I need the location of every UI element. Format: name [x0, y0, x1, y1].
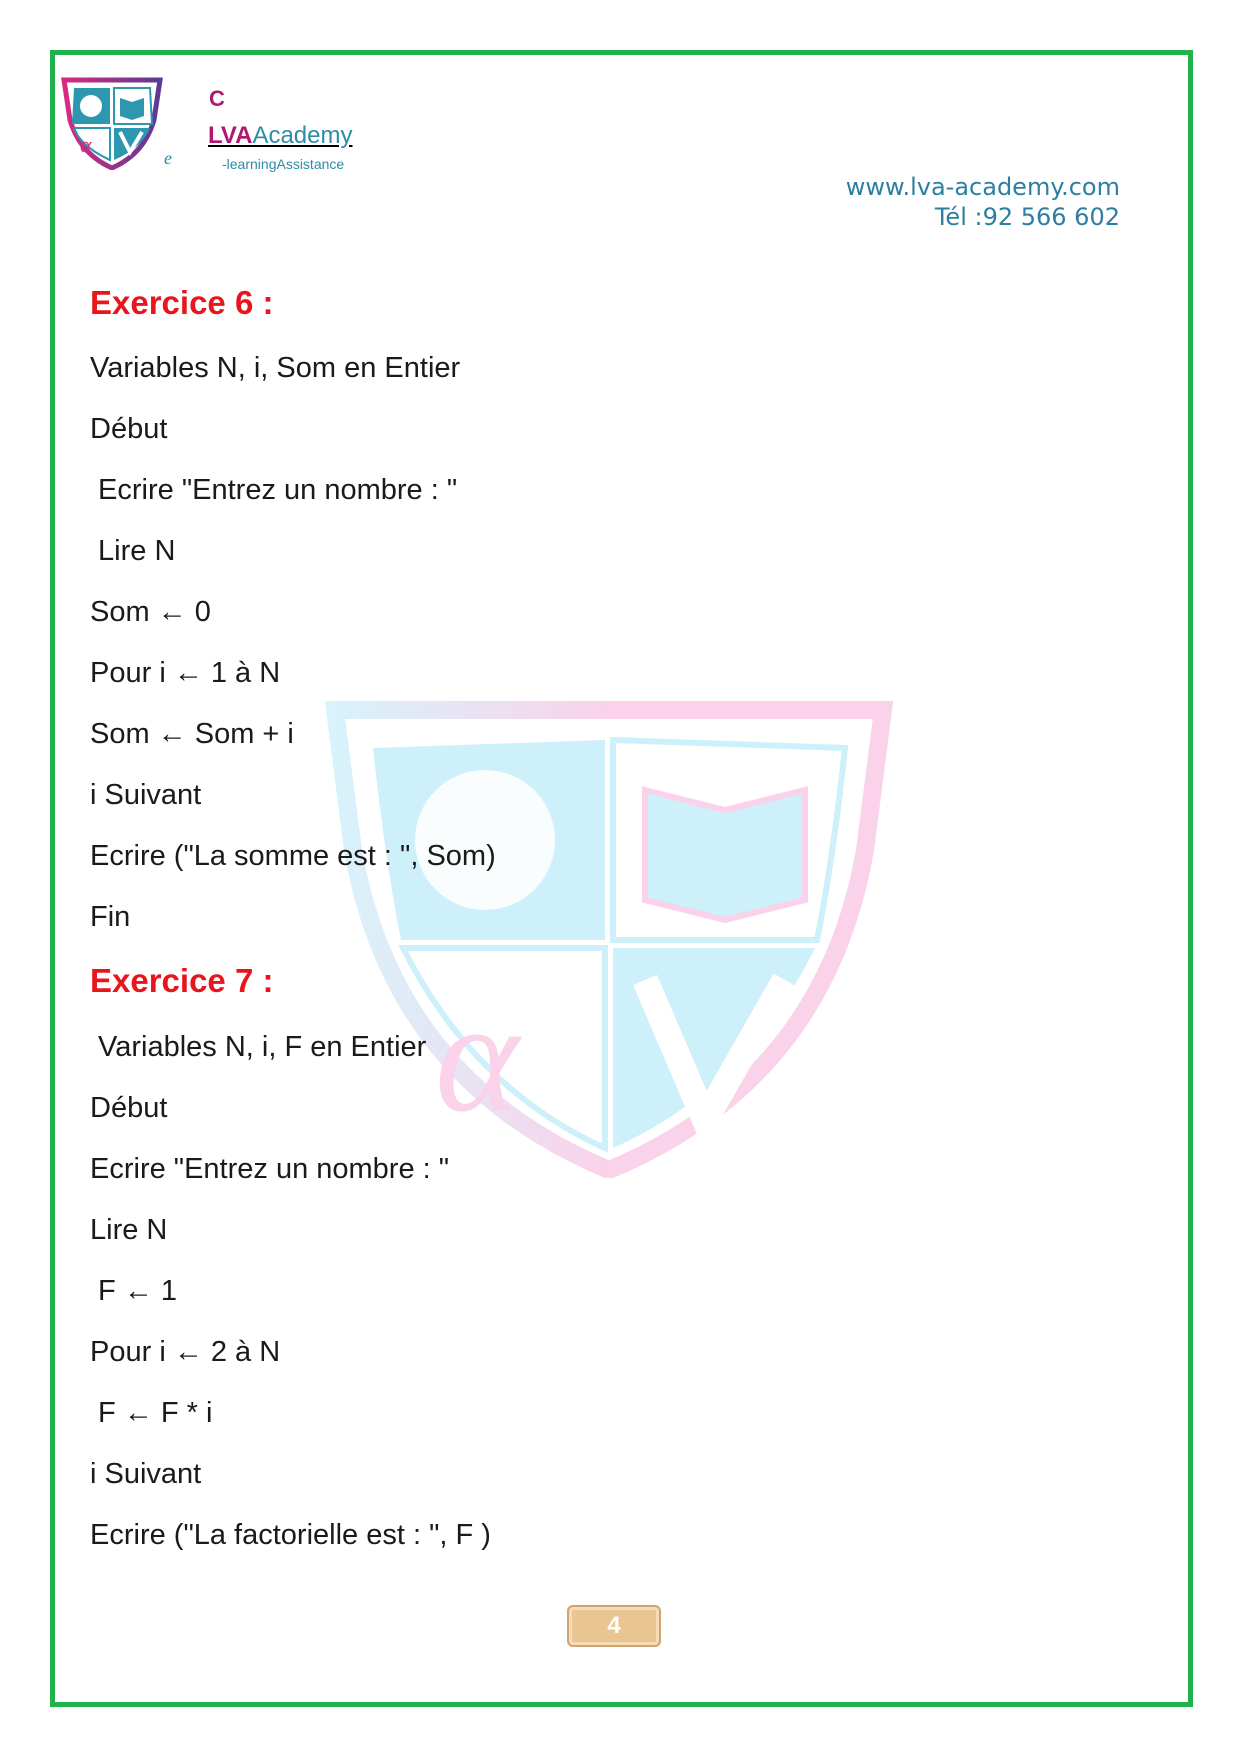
brand-academy: Academy	[252, 122, 353, 149]
academy-logo-icon	[58, 76, 166, 170]
exercise-6-line: Fin	[90, 901, 131, 933]
exercise-7-line: F ← 1	[90, 1275, 178, 1307]
exercise-6-line: Début	[90, 413, 168, 445]
exercise-6-line: i Suivant	[90, 779, 202, 811]
brand-lva: LVA	[208, 122, 253, 149]
exercise-7-line: Ecrire ("La factorielle est : ", F )	[90, 1519, 491, 1551]
svg-text:α: α	[435, 967, 519, 1145]
page-number-badge: 4	[567, 1605, 661, 1647]
exercise-6-line: Som ← Som + i	[90, 718, 294, 750]
exercise-7-line: Variables N, i, F en Entier	[90, 1031, 427, 1063]
watermark-logo-icon	[325, 700, 893, 1178]
brand-letter-e: e	[164, 148, 172, 168]
exercise-7-line: F ← F * i	[90, 1397, 213, 1429]
exercise-7-line: i Suivant	[90, 1458, 202, 1490]
exercise-6-line: Lire N	[90, 535, 176, 567]
contact-block	[846, 172, 1120, 232]
brand-letter-c: C	[209, 86, 225, 111]
exercise-7-line: Lire N	[90, 1214, 168, 1246]
svg-text:α: α	[80, 132, 92, 157]
website-link[interactable]: www.lva-academy.com	[845, 173, 1120, 201]
exercise-6-heading: Exercice 6 :	[90, 284, 274, 321]
phone-number: Tél :92 566 602	[934, 203, 1120, 231]
brand-tagline: -learningAssistance	[222, 156, 345, 172]
brand-name	[208, 122, 352, 150]
exercise-7-line: Pour i ← 2 à N	[90, 1336, 281, 1368]
exercise-7-heading: Exercice 7 :	[90, 962, 274, 999]
exercise-6-line: Variables N, i, Som en Entier	[90, 352, 461, 384]
exercise-6-line: Pour i ← 1 à N	[90, 657, 281, 689]
exercise-6-line: Ecrire ("La somme est : ", Som)	[90, 840, 496, 872]
exercise-7-line: Début	[90, 1092, 168, 1124]
exercise-7-line: Ecrire "Entrez un nombre : "	[90, 1153, 450, 1185]
exercise-6-line: Som ← 0	[90, 596, 211, 628]
exercise-6-line: Ecrire "Entrez un nombre : "	[90, 474, 458, 506]
